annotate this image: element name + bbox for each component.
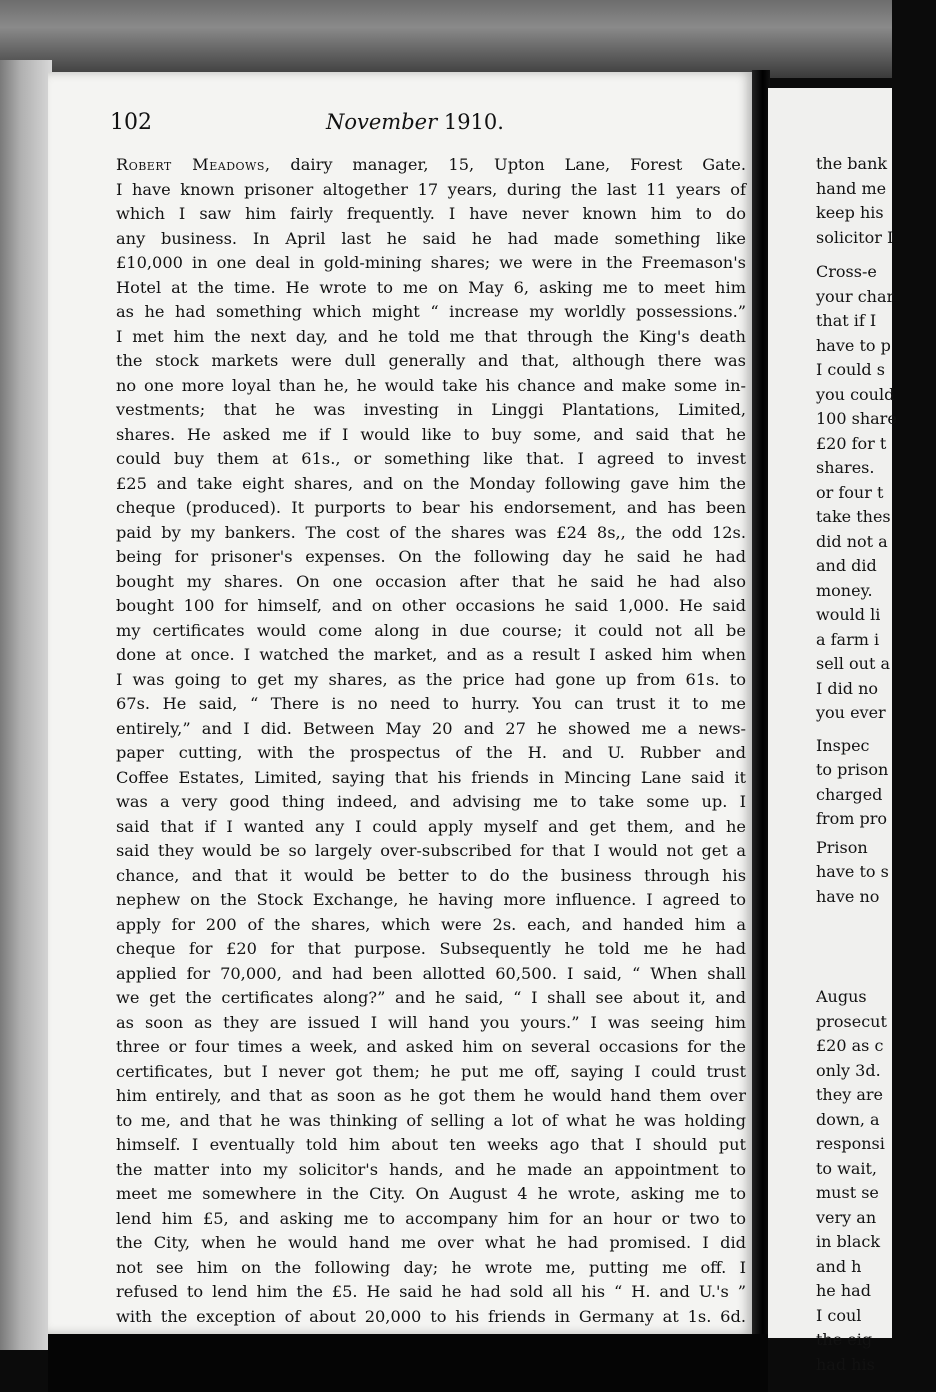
- text-line: shares. He asked me if I would like to buy some, and said that he: [116, 424, 746, 444]
- text-line: Hotel at the time. He wrote to me on May 6, asking me to meet him: [116, 277, 746, 297]
- text-line: 67s. He said, “ There is no need to hurry. You can trust it to me: [116, 694, 746, 713]
- text-line: was a very good thing indeed, and advising me to take some up. I: [116, 792, 746, 811]
- right-page-line: prosecut: [816, 1011, 887, 1031]
- text-line: vestments; that he was investing in Linggi Plantations, Limited,: [116, 400, 746, 419]
- right-page-line: £20 for t: [816, 433, 887, 453]
- text-line: the City, when he would hand me over what he had promised. I did: [116, 1233, 746, 1252]
- text-line: could buy them at 61s., or something like that. I agreed to invest: [116, 449, 746, 468]
- text-line: I met him the next day, and he told me that through the King's death: [116, 326, 746, 346]
- right-page-text: [816, 152, 936, 1377]
- right-page-line: your char: [816, 286, 895, 306]
- page-number: 102: [110, 110, 152, 135]
- page-title: [326, 110, 504, 134]
- text-line: himself. I eventually told him about ten weeks ago that I should put: [116, 1135, 746, 1154]
- text-line: refused to lend him the £5. He said he had sold all his “ H. and U.'s ”: [116, 1282, 746, 1301]
- speaker-name: Robert Meadows,: [116, 155, 271, 174]
- right-page-line: solicitor I: [816, 227, 894, 247]
- text-line: meet me somewhere in the City. On August 4 he wrote, asking me to: [116, 1184, 746, 1203]
- paragraph-gap: [816, 250, 936, 260]
- right-page-line: had his: [816, 1354, 875, 1374]
- right-page-line: would li: [816, 605, 881, 624]
- right-page-line: have to s: [816, 862, 889, 881]
- text-line: as soon as they are issued I will hand you yours.” I was seeing him: [116, 1012, 746, 1032]
- text-line: three or four times a week, and asked him on several occasions for the: [116, 1037, 746, 1056]
- text-line: done at once. I watched the market, and as a result I asked him when: [116, 645, 746, 664]
- text-line: lend him £5, and asking me to accompany him for an hour or two to: [116, 1208, 746, 1228]
- text-line: apply for 200 of the shares, which were 2s. each, and handed him a: [116, 914, 746, 934]
- right-page-line: very an: [816, 1207, 877, 1227]
- right-page-line: hand me: [816, 178, 887, 198]
- text-line: as he had something which might “ increase my worldly possessions.”: [116, 302, 746, 321]
- right-page-line: have to p: [816, 335, 891, 355]
- right-page-line: Augus: [816, 987, 867, 1006]
- text-line: I was going to get my shares, as the price had gone up from 61s. to: [116, 669, 746, 689]
- right-page-line: and did: [816, 556, 877, 575]
- text-line: Robert Meadows, dairy manager, 15, Upton Lane, Forest Gate.: [116, 155, 746, 174]
- right-page-line: the eig: [816, 1330, 873, 1349]
- text-line: chance, and that it would be better to do the business through his: [116, 865, 746, 885]
- right-page-line: responsi: [816, 1134, 885, 1153]
- right-page-line: to wait,: [816, 1158, 878, 1178]
- text-line: paper cutting, with the prospectus of the H. and U. Rubber and: [116, 743, 746, 762]
- right-page-line: keep his: [816, 203, 884, 222]
- text-line: we get the certificates along?” and he said, “ I shall see about it, and: [116, 988, 746, 1007]
- right-page-line: from pro: [816, 809, 887, 828]
- right-page-line: take thes: [816, 507, 891, 526]
- scan-left-edge: [0, 60, 52, 1350]
- right-page-line: down, a: [816, 1109, 880, 1129]
- text-line: nephew on the Stock Exchange, he having more influence. I agreed to: [116, 890, 746, 909]
- text-line: £25 and take eight shares, and on the Monday following gave him the: [116, 473, 746, 493]
- text-line: said they would be so largely over-subscribed for that I would not get a: [116, 841, 746, 860]
- scan-bottom-edge: [48, 1334, 768, 1392]
- right-page-line: shares.: [816, 458, 875, 477]
- right-page-line: only 3d.: [816, 1060, 881, 1080]
- text-line: to me, and that he was thinking of selling a lot of what he was holding: [116, 1110, 746, 1130]
- right-page-line: that if I: [816, 311, 877, 330]
- text-line: not see him on the following day; he wrote me, putting me off. I: [116, 1257, 746, 1277]
- text-line: said that if I wanted any I could apply myself and get them, and he: [116, 816, 746, 836]
- text-line: certificates, but I never got them; he put me off, saying I could trust: [116, 1061, 746, 1081]
- right-page-line: the bank: [816, 154, 888, 173]
- text-line: bought 100 for himself, and on other occasions he said 1,000. He said: [116, 596, 746, 615]
- right-page-line: I did no: [816, 678, 879, 698]
- right-page-line: money.: [816, 580, 873, 600]
- right-page-line: have no: [816, 886, 880, 906]
- paragraph-gap: [816, 726, 936, 734]
- right-page-line: or four t: [816, 482, 884, 502]
- text-line: the stock markets were dull generally and that, although there was: [116, 351, 746, 370]
- text-line: being for prisoner's expenses. On the following day he said he had: [116, 547, 746, 566]
- right-page-line: and h: [816, 1256, 862, 1276]
- scan-top-edge: [0, 0, 892, 78]
- text-line: no one more loyal than he, he would take his chance and make some in-: [116, 375, 746, 395]
- right-page-line: charged: [816, 784, 883, 804]
- text-line: Coffee Estates, Limited, saying that his friends in Mincing Lane said it: [116, 767, 746, 787]
- page-header: [100, 110, 700, 142]
- right-page-line: they are: [816, 1085, 883, 1104]
- testimony-text: [116, 153, 746, 1378]
- text-line: the matter into my solicitor's hands, and he made an appointment to: [116, 1159, 746, 1179]
- right-page-line: Cross-e: [816, 262, 877, 281]
- right-page-fragment: [768, 88, 897, 1374]
- text-line: applied for 70,000, and had been allotted 60,500. I said, “ When shall: [116, 963, 746, 983]
- text-line: cheque for £20 for that purpose. Subsequently he told me he had: [116, 939, 746, 958]
- paragraph-gap: [816, 909, 936, 985]
- text-line: cheque (produced). It purports to bear his endorsement, and has been: [116, 498, 746, 517]
- text-line: entirely,” and I did. Between May 20 and 27 he showed me a news-: [116, 718, 746, 738]
- header-month: November: [326, 110, 438, 134]
- right-page-line: you ever: [816, 703, 886, 722]
- right-page-line: Prison: [816, 837, 868, 857]
- text-line: him entirely, and that as soon as he got them he would hand them over: [116, 1086, 746, 1105]
- right-page-line: did not a: [816, 531, 888, 551]
- text-line: £10,000 in one deal in gold-mining shares; we were in the Freemason's: [116, 253, 746, 272]
- text-line: with the exception of about 20,000 to his friends in Germany at 1s. 6d.: [116, 1306, 746, 1326]
- right-page-line: I could s: [816, 360, 885, 379]
- header-year: 1910.: [443, 110, 504, 134]
- right-page-line: he had: [816, 1281, 871, 1300]
- right-page-line: 100 share: [816, 409, 897, 428]
- text-line: paid by my bankers. The cost of the shares was £24 8s,, the odd 12s.: [116, 522, 746, 542]
- right-page-line: in black: [816, 1232, 881, 1251]
- text-line: bought my shares. On one occasion after that he said he had also: [116, 571, 746, 591]
- right-page-line: a farm i: [816, 629, 880, 649]
- right-page-line: to prison: [816, 760, 889, 779]
- text-line: my certificates would come along in due course; it could not all be: [116, 620, 746, 640]
- right-page-line: sell out a: [816, 654, 890, 673]
- text-line: any business. In April last he said he had made something like: [116, 228, 746, 248]
- right-page-line: you could: [816, 384, 895, 404]
- right-page-line: £20 as c: [816, 1036, 884, 1055]
- right-page-line: Inspec: [816, 735, 870, 755]
- text-line: which I saw him fairly frequently. I have never known him to do: [116, 204, 746, 223]
- right-page-line: I coul: [816, 1305, 862, 1325]
- text-line: I have known prisoner altogether 17 years, during the last 11 years of: [116, 179, 746, 199]
- right-page-line: must se: [816, 1183, 879, 1202]
